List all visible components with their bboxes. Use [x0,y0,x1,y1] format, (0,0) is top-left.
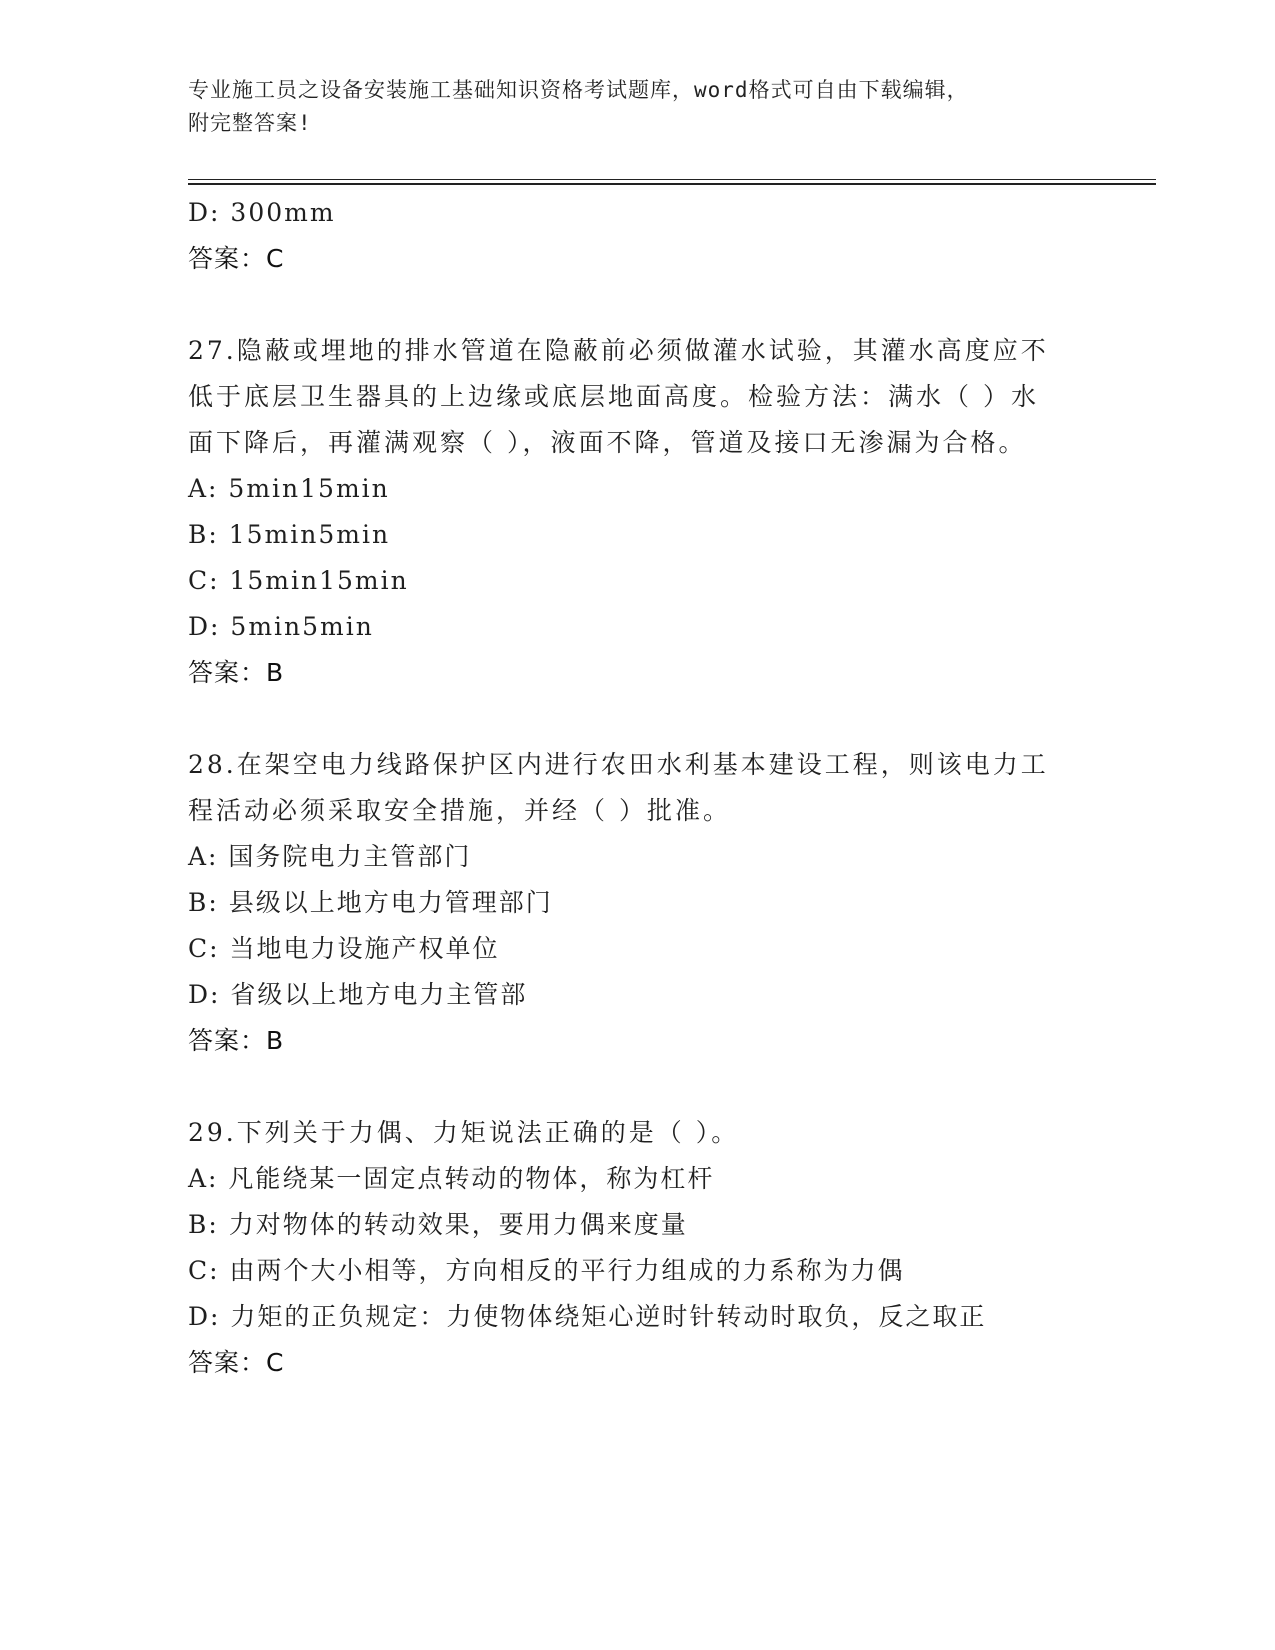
question-stem [188,742,1088,834]
option-b: B: 力对物体的转动效果，要用力偶来度量 [188,1210,688,1239]
option-a: A: 5min15min [188,474,390,503]
answer-line: 答案：C [188,244,285,273]
option-d: D: 省级以上地方电力主管部 [188,980,528,1009]
header-title-line-1: 专业施工员之设备安装施工基础知识资格考试题库，word格式可自由下载编辑， [188,78,969,102]
previous-question-fragment [188,190,1088,282]
question-spacer [188,1064,1088,1110]
question-29 [188,1110,1088,1386]
answer-line: 答案：B [188,1026,285,1055]
question-spacer [188,696,1088,742]
header-title-line-2: 附完整答案! [188,111,312,135]
question-stem [188,328,1088,466]
stem-line: 29.下列关于力偶、力矩说法正确的是（ ）。 [188,1118,740,1147]
option-c: C: 当地电力设施产权单位 [188,934,500,963]
stem-line: 27.隐蔽或埋地的排水管道在隐蔽前必须做灌水试验，其灌水高度应不 [188,336,1049,365]
answer-line: 答案：C [188,1348,285,1377]
question-content [188,190,1088,1386]
option-b: B: 15min5min [188,520,391,549]
stem-line: 28.在架空电力线路保护区内进行农田水利基本建设工程，则该电力工 [188,750,1049,779]
option-c: C: 15min15min [188,566,409,595]
option-d: D: 力矩的正负规定：力使物体绕矩心逆时针转动时取负，反之取正 [188,1302,987,1331]
question-27 [188,328,1088,696]
option-a: A: 国务院电力主管部门 [188,842,472,871]
question-spacer [188,282,1088,328]
option-d: D: 300mm [188,198,336,227]
stem-line: 程活动必须采取安全措施，并经（ ）批准。 [188,796,731,825]
option-c: C: 由两个大小相等，方向相反的平行力组成的力系称为力偶 [188,1256,905,1285]
option-b: B: 县级以上地方电力管理部门 [188,888,553,917]
option-a: A: 凡能绕某一固定点转动的物体，称为杠杆 [188,1164,715,1193]
option-d: D: 5min5min [188,612,374,641]
stem-line: 面下降后，再灌满观察（ ），液面不降，管道及接口无渗漏为合格。 [188,428,1027,457]
header-divider-thick [188,183,1156,185]
question-stem [188,1110,1088,1156]
header-divider-thin [188,179,1156,180]
answer-line: 答案：B [188,658,285,687]
question-28 [188,742,1088,1064]
document-header [188,74,1068,140]
stem-line: 低于底层卫生器具的上边缘或底层地面高度。检验方法：满水（ ）水 [188,382,1039,411]
